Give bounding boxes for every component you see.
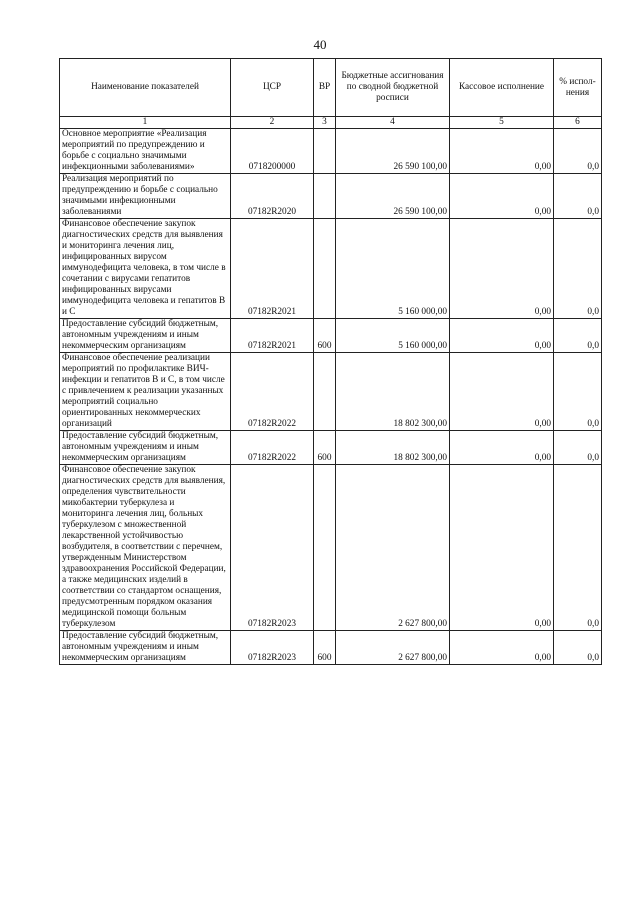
table-row <box>60 465 602 631</box>
table-header-row <box>60 59 602 117</box>
column-number: 6 <box>554 117 602 129</box>
header-name: Наименование показателей <box>60 59 231 117</box>
row-percent: 0,0 <box>554 631 602 665</box>
row-name: Основное мероприятие «Реализация мероприятий по предупреждению и борьбе с социально значимыми инфекционными заболеваниями» <box>60 129 231 174</box>
row-percent: 0,0 <box>554 219 602 319</box>
table-row <box>60 431 602 465</box>
row-vr: 600 <box>314 319 336 353</box>
row-allocations: 18 802 300,00 <box>336 353 450 431</box>
row-name: Предоставление субсидий бюджетным, автономным учреждениям и иным некоммерческим организациям <box>60 631 231 665</box>
row-csr: 07182R2020 <box>231 174 314 219</box>
row-execution: 0,00 <box>450 465 554 631</box>
table-row <box>60 319 602 353</box>
table-row <box>60 174 602 219</box>
row-execution: 0,00 <box>450 319 554 353</box>
row-name: Предоставление субсидий бюджетным, автономным учреждениям и иным некоммерческим организациям <box>60 319 231 353</box>
row-execution: 0,00 <box>450 129 554 174</box>
row-vr <box>314 129 336 174</box>
column-number: 3 <box>314 117 336 129</box>
table-row <box>60 353 602 431</box>
row-allocations: 5 160 000,00 <box>336 319 450 353</box>
row-execution: 0,00 <box>450 631 554 665</box>
row-allocations: 26 590 100,00 <box>336 174 450 219</box>
row-name: Финансовое обеспечение закупок диагностических средств для выявления и мониторинга лечения лиц, инфицированных вирусом иммунодефицита человека, в том числе в сочетании с вирусами гепатитов инфицированных вирусами иммунодефицита человека и гепатитов В и С <box>60 219 231 319</box>
header-execution: Кассовое исполнение <box>450 59 554 117</box>
row-name: Предоставление субсидий бюджетным, автономным учреждениям и иным некоммерческим организациям <box>60 431 231 465</box>
row-csr: 07182R2023 <box>231 465 314 631</box>
row-execution: 0,00 <box>450 219 554 319</box>
row-csr: 07182R2021 <box>231 319 314 353</box>
row-allocations: 26 590 100,00 <box>336 129 450 174</box>
row-percent: 0,0 <box>554 129 602 174</box>
row-vr <box>314 219 336 319</box>
table-row <box>60 631 602 665</box>
row-name: Финансовое обеспечение реализации мероприятий по профилактике ВИЧ-инфекции и гепатитов В и С, в том числе с привлечением к реализации указанных мероприятий социально ориентированных некоммерческих организаций <box>60 353 231 431</box>
row-name: Финансовое обеспечение закупок диагностических средств для выявления, определения чувствительности микобактерии туберкулеза и мониторинга лечения лиц, больных туберкулезом с множественной лекарственной устойчивостью возбудителя, в соответствии с перечнем, утвержденным Министерством здравоохранения Российской Федерации, а также медицинских изделий в соответствии со стандартом оснащения, предусмотренным порядком оказания медицинской помощи больным туберкулезом <box>60 465 231 631</box>
row-csr: 0718200000 <box>231 129 314 174</box>
row-csr: 07182R2022 <box>231 353 314 431</box>
row-allocations: 2 627 800,00 <box>336 465 450 631</box>
row-name: Реализация мероприятий по предупреждению и борьбе с социально значимыми инфекционными заболеваниями <box>60 174 231 219</box>
row-allocations: 2 627 800,00 <box>336 631 450 665</box>
column-number: 5 <box>450 117 554 129</box>
table-row <box>60 219 602 319</box>
row-allocations: 5 160 000,00 <box>336 219 450 319</box>
header-csr: ЦСР <box>231 59 314 117</box>
column-number: 1 <box>60 117 231 129</box>
row-vr: 600 <box>314 431 336 465</box>
row-vr: 600 <box>314 631 336 665</box>
row-csr: 07182R2021 <box>231 219 314 319</box>
header-percent: % испол-нения <box>554 59 602 117</box>
row-execution: 0,00 <box>450 431 554 465</box>
table-row <box>60 129 602 174</box>
row-percent: 0,0 <box>554 174 602 219</box>
row-csr: 07182R2023 <box>231 631 314 665</box>
row-vr <box>314 353 336 431</box>
row-execution: 0,00 <box>450 353 554 431</box>
header-vr: ВР <box>314 59 336 117</box>
row-execution: 0,00 <box>450 174 554 219</box>
column-number: 2 <box>231 117 314 129</box>
row-percent: 0,0 <box>554 431 602 465</box>
row-vr <box>314 174 336 219</box>
row-percent: 0,0 <box>554 465 602 631</box>
row-vr <box>314 465 336 631</box>
row-csr: 07182R2022 <box>231 431 314 465</box>
row-percent: 0,0 <box>554 319 602 353</box>
budget-execution-table <box>59 58 602 665</box>
header-allocations: Бюджетные ассигнования по сводной бюджетной росписи <box>336 59 450 117</box>
column-number: 4 <box>336 117 450 129</box>
row-percent: 0,0 <box>554 353 602 431</box>
page-number: 40 <box>313 37 327 52</box>
row-allocations: 18 802 300,00 <box>336 431 450 465</box>
column-number-row <box>60 117 602 129</box>
